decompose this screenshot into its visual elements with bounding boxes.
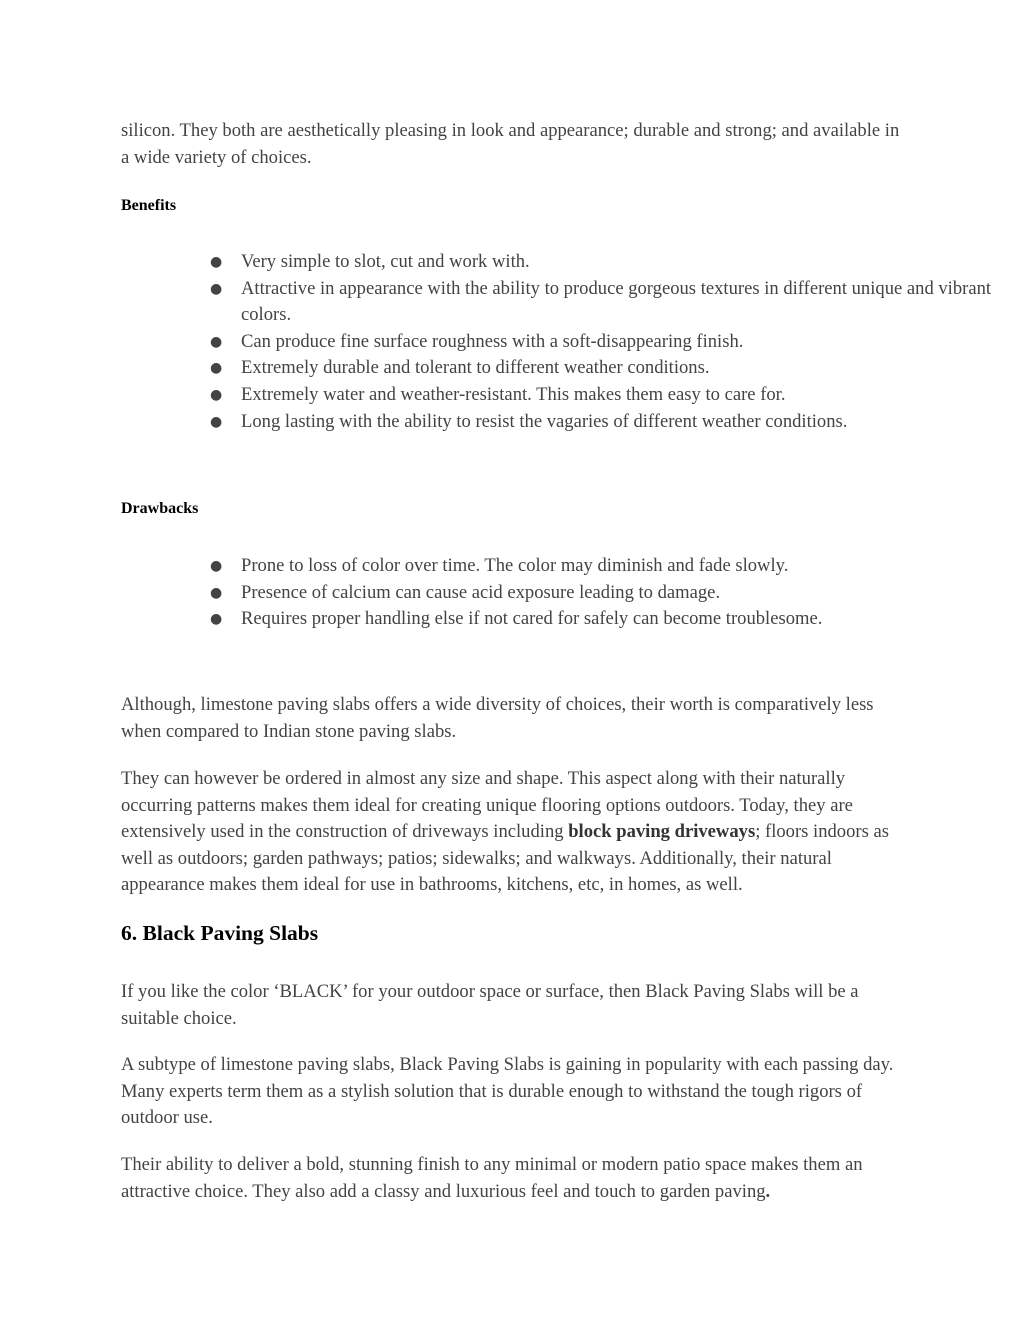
drawbacks-list: [121, 553, 1000, 633]
list-item-text: Extremely water and weather-resistant. This makes them easy to care for.: [241, 383, 786, 405]
benefits-list: [121, 249, 1000, 435]
section-title: 6. Black Paving Slabs: [121, 921, 319, 945]
bullet-icon: ●: [210, 254, 223, 270]
list-item: [210, 553, 1000, 580]
usage-text-start: They can however be ordered in almost any size and shape. This aspect along with their naturally occurring patterns makes them ideal for creating unique flooring options outdoors. Today, they are extensively used in the construction of driveways including: [121, 768, 853, 843]
bullet-icon: ●: [210, 558, 223, 574]
list-item: [210, 606, 1000, 633]
bullet-icon: ●: [210, 413, 223, 430]
bullet-icon: ●: [210, 611, 223, 628]
intro-paragraph: silicon. They both are aesthetically pleasing in look and appearance; durable and strong; and available in a wide variety of choices.: [121, 120, 900, 168]
list-item: [210, 249, 1000, 276]
section-paragraph: If you like the color ‘BLACK’ for your outdoor space or surface, then Black Paving Slabs will be a suitable choice.: [121, 981, 859, 1029]
section-paragraph: A subtype of limestone paving slabs, Black Paving Slabs is gaining in popularity with each passing day. Many experts term them as a stylish solution that is durable enough to withstand the tough rigors of outdoor use.: [121, 1054, 894, 1129]
worth-paragraph: Although, limestone paving slabs offers a wide diversity of choices, their worth is comparatively less when compared to Indian stone paving slabs.: [121, 694, 874, 742]
section-last-paragraph: [121, 1152, 911, 1205]
usage-paragraph: [121, 766, 911, 899]
bullet-icon: ●: [210, 584, 223, 601]
list-item-text: Very simple to slot, cut and work with.: [241, 251, 530, 272]
list-item: [210, 276, 1000, 329]
list-item: [210, 580, 1000, 607]
bullet-icon: ●: [210, 360, 223, 377]
list-item-text: Can produce fine surface roughness with a soft-disappearing finish.: [241, 330, 744, 352]
list-item-text: Attractive in appearance with the ability to produce gorgeous textures in different unique and vibrant colors.: [241, 277, 992, 326]
usage-text-end: ; floors indoors as well as outdoors; garden pathways; patios; sidewalks; and walkways. Additionally, their natural appearance makes them ideal for use in bathrooms, kitchens, etc, in homes, as well.: [121, 821, 889, 896]
block-paving-driveways-text: block paving driveways: [568, 821, 756, 843]
list-item-text: Prone to loss of color over time. The color may diminish and fade slowly.: [241, 555, 789, 576]
last-paragraph-text: Their ability to deliver a bold, stunning finish to any minimal or modern patio space makes them an attractive choice. They also add a classy and luxurious feel and touch to garden paving: [121, 1154, 863, 1202]
list-item-text: Long lasting with the ability to resist the vagaries of different weather conditions.: [241, 410, 848, 432]
benefits-heading: Benefits: [121, 197, 177, 214]
list-item: [210, 409, 1000, 436]
list-item-text: Requires proper handling else if not cared for safely can become troublesome.: [241, 608, 823, 630]
list-item: [210, 355, 1000, 382]
list-item-text: Presence of calcium can cause acid exposure leading to damage.: [241, 581, 721, 603]
bullet-icon: ●: [210, 280, 223, 297]
bullet-icon: ●: [210, 333, 223, 350]
list-item: [210, 382, 1000, 409]
list-item: [210, 329, 1000, 356]
bullet-icon: ●: [210, 386, 223, 403]
final-period: .: [765, 1180, 771, 1202]
list-item-text: Extremely durable and tolerant to different weather conditions.: [241, 357, 710, 379]
drawbacks-heading: Drawbacks: [121, 500, 199, 517]
